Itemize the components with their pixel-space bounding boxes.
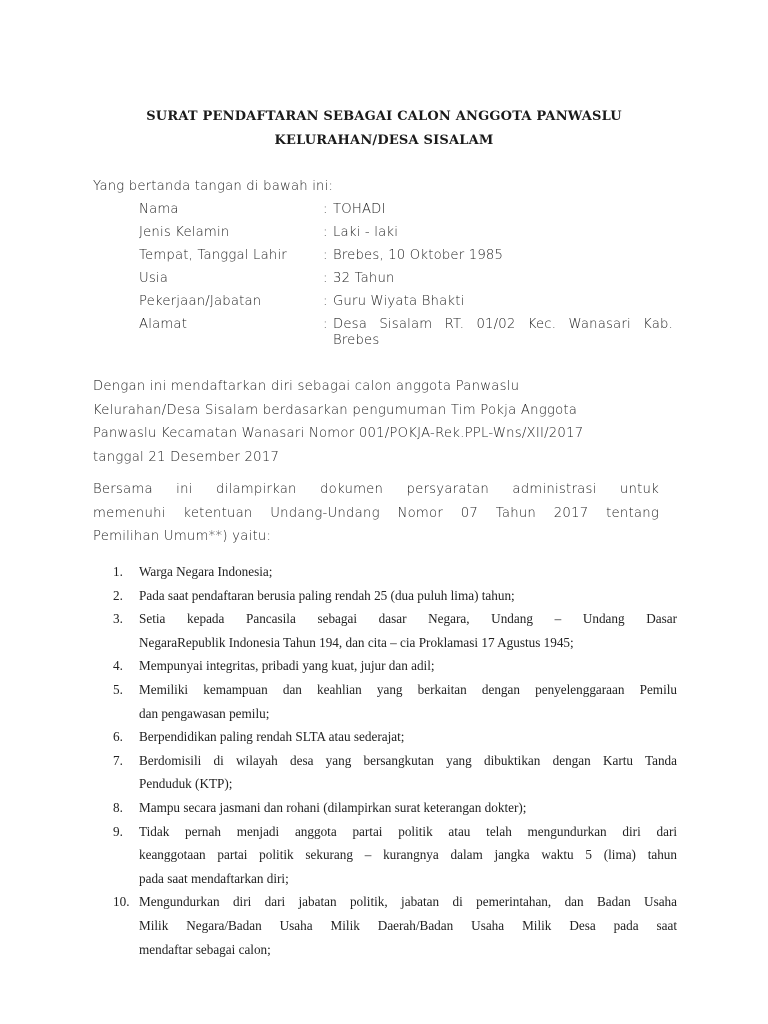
paragraph-line: Kelurahan/Desa Sisalam berdasarkan pengumuman Tim Pokja Anggota: [93, 402, 578, 418]
paragraph-line: Bersama ini dilampirkan dokumen persyaratan administrasi untuk: [93, 482, 659, 497]
list-item-text: Mengundurkan diri dari jabatan politik, jabatan di pemerintahan, dan Badan Usaha: [139, 894, 677, 910]
field-colon: :: [323, 202, 328, 217]
list-item-text: NegaraRepublik Indonesia Tahun 194, dan cita – cia Proklamasi 17 Agustus 1945;: [139, 634, 574, 650]
list-item-number: 6.: [113, 729, 123, 745]
list-item-number: 1.: [113, 564, 123, 579]
list-item: [113, 749, 677, 796]
list-item: [113, 678, 677, 725]
field-label: Pekerjaan/Jabatan: [139, 294, 262, 309]
field-value-continued: Brebes: [333, 333, 380, 348]
list-item-text: Berdomisili di wilayah desa yang bersangkutan yang dibuktikan dengan Kartu Tanda: [139, 752, 677, 768]
document-title-line-2: KELURAHAN/DESA SISALAM: [274, 133, 494, 148]
list-item-text: Mampu secara jasmani dan rohani (dilampirkan surat keterangan dokter);: [139, 799, 527, 815]
list-item-text: dan pengawasan pemilu;: [139, 705, 270, 721]
field-value: 32 Tahun: [333, 271, 395, 286]
list-item-text: Penduduk (KTP);: [139, 776, 233, 792]
list-item: [113, 890, 677, 961]
field-colon: :: [323, 317, 328, 332]
field-colon: :: [323, 248, 328, 263]
intro-text: Yang bertanda tangan di bawah ini:: [93, 179, 334, 194]
paragraph-line: Pemilihan Umum**) yaitu:: [93, 529, 272, 544]
list-item-number: 7.: [113, 752, 123, 768]
list-item-number: 5.: [113, 681, 123, 697]
list-item-text: mendaftar sebagai calon;: [139, 941, 271, 957]
list-item-number: 8.: [113, 799, 123, 815]
list-item-text: Pada saat pendaftaran berusia paling rendah 25 (dua puluh lima) tahun;: [139, 587, 515, 603]
field-label: Jenis Kelamin: [139, 225, 230, 240]
list-item: [113, 796, 677, 820]
requirements-list: [113, 560, 677, 961]
field-value: Desa Sisalam RT. 01/02 Kec. Wanasari Kab.: [333, 317, 673, 332]
field-colon: :: [323, 271, 328, 286]
list-item-text: Memiliki kemampuan dan keahlian yang berkaitan dengan penyelenggaraan Pemilu: [139, 681, 677, 697]
document-title-line-1: SURAT PENDAFTARAN SEBAGAI CALON ANGGOTA PANWASLU: [146, 109, 622, 124]
field-value: Laki - laki: [333, 225, 399, 240]
field-label: Usia: [139, 271, 169, 286]
list-item: [113, 560, 677, 584]
registration-statement: [93, 375, 659, 469]
list-item: [113, 820, 677, 891]
list-item: [113, 607, 677, 654]
list-item-text: Milik Negara/Badan Usaha Milik Daerah/Badan Usaha Milik Desa pada saat: [139, 917, 677, 933]
list-item: [113, 725, 677, 749]
paragraph-line: Dengan ini mendaftarkan diri sebagai calon anggota Panwaslu: [93, 379, 520, 394]
list-item: [113, 584, 677, 608]
paragraph-line: memenuhi ketentuan Undang-Undang Nomor 07 Tahun 2017 tentang: [93, 505, 659, 521]
list-item: [113, 654, 677, 678]
list-item-number: 2.: [113, 587, 123, 603]
field-value: TOHADI: [333, 202, 386, 217]
list-item-text: pada saat mendaftarkan diri;: [139, 870, 289, 886]
list-item-number: 10.: [113, 894, 130, 910]
field-value: Guru Wiyata Bhakti: [333, 294, 465, 309]
list-item-text: Tidak pernah menjadi anggota partai politik atau telah mengundurkan diri dari: [139, 823, 677, 839]
list-item-number: 4.: [113, 658, 123, 674]
paragraph-line: Panwaslu Kecamatan Wanasari Nomor 001/POKJA-Rek.PPL-Wns/XII/2017: [93, 426, 584, 441]
field-colon: :: [323, 294, 328, 309]
list-item-text: Berpendidikan paling rendah SLTA atau sederajat;: [139, 729, 405, 745]
field-label: Tempat, Tanggal Lahir: [139, 248, 287, 263]
list-item-text: Setia kepada Pancasila sebagai dasar Negara, Undang – Undang Dasar: [139, 611, 677, 627]
list-item-text: keanggotaan partai politik sekurang – kurangnya dalam jangka waktu 5 (lima) tahun: [139, 847, 677, 863]
attachment-statement: [93, 478, 659, 549]
field-label: Nama: [139, 202, 179, 217]
list-item-number: 9.: [113, 823, 123, 839]
field-label: Alamat: [139, 317, 188, 332]
list-item-text: Mempunyai integritas, pribadi yang kuat, jujur dan adil;: [139, 658, 435, 674]
list-item-number: 3.: [113, 611, 123, 627]
list-item-text: Warga Negara Indonesia;: [139, 564, 273, 579]
field-colon: :: [323, 225, 328, 240]
field-value: Brebes, 10 Oktober 1985: [333, 248, 504, 263]
paragraph-line: tanggal 21 Desember 2017: [93, 449, 280, 465]
